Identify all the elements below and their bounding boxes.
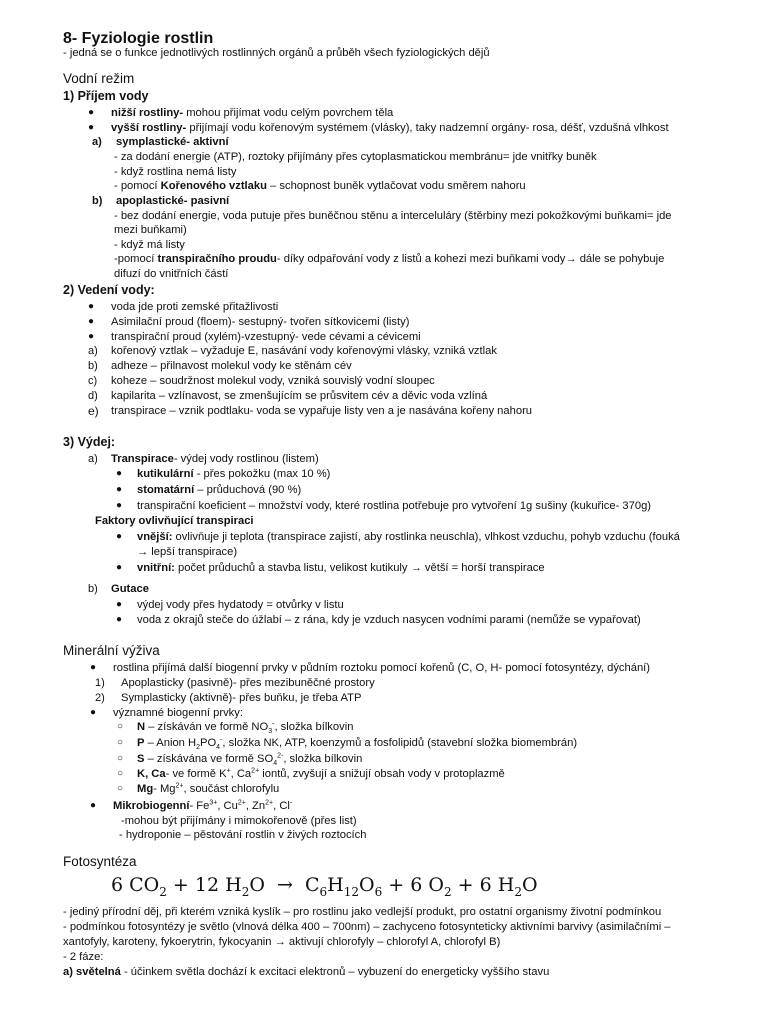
arrow-right-icon: →	[137, 546, 149, 558]
list-marker: a)	[88, 345, 98, 357]
list-item: významné biogenní prvky:	[113, 707, 243, 719]
list-item: Asimilační proud (floem)- sestupný- tvořen sítkovicemi (listy)	[111, 316, 410, 328]
text-line: -mohou být přijímány i mimokořenově (přes list)	[121, 815, 357, 827]
section-heading-mineralni-vyziva: Minerální výživa	[63, 643, 160, 658]
list-marker: b)	[92, 195, 103, 207]
text-line: - za dodání energie (ATP), roztoky přijímány přes cytoplasmatickou membránu= jde vnitřky buněk	[114, 151, 597, 163]
bullet-icon: ●	[88, 316, 95, 327]
bullet-icon: ●	[116, 468, 123, 479]
list-item: výdej vody přes hydatody = otvůrky v listu	[137, 599, 344, 611]
bullet-icon: ●	[116, 484, 123, 495]
list-item: transpirační proud (xylém)-vzestupný- vede cévami a cévicemi	[111, 331, 421, 343]
list-item: Mg- $Mg^{2+}$, součást chlorofylu	[137, 782, 280, 795]
bullet-icon: ●	[90, 707, 97, 718]
list-item: koheze – soudržnost molekul vody, vzniká souvislý vodní sloupec	[111, 375, 435, 387]
arrow-right-icon: →	[410, 562, 422, 574]
list-item: voda jde proti zemské přitažlivosti	[111, 301, 279, 313]
section-heading-fotosynteza: Fotosyntéza	[63, 854, 137, 869]
bullet-icon: ●	[116, 599, 123, 610]
text-line: mezi buňkami)	[114, 224, 187, 236]
bullet-icon: ●	[116, 531, 123, 542]
list-item: Mikrobiogenní- $Fe^{3+}$, $Cu^{2+}$, $Zn^{2+}$, Cl-	[113, 799, 293, 812]
circle-bullet-icon: ○	[117, 737, 124, 748]
circle-bullet-icon: ○	[117, 768, 124, 779]
list-marker: b)	[88, 583, 98, 595]
text-line: - pomocí Kořenového vztlaku – schopnost buněk vytlačovat vodu směrem nahoru	[114, 180, 526, 192]
list-marker: e)	[88, 404, 99, 418]
list-item: N – získáván ve formě $NO_3^-$, složka bílkovin	[137, 720, 354, 736]
page-title: 8- Fyziologie rostlin	[63, 30, 214, 47]
text-line: xantofyly, karoteny, fykoerytrin, fykocyanin → aktivují chlorofyly – chlorofyl A, chlorofyl B)	[63, 936, 501, 948]
list-item: kutikulární - přes pokožku (max 10 %)	[137, 468, 331, 480]
subsection-label-faktory: Faktory ovlivňující transpiraci	[95, 515, 254, 527]
bullet-icon: ●	[116, 614, 123, 625]
list-item: Transpirace- výdej vody rostlinou (listem)	[111, 453, 319, 465]
list-marker: 1)	[95, 677, 105, 689]
bullet-icon: ●	[90, 800, 97, 811]
list-item: kapilarita – vzlínavost, se zmenšujícím se průsvitem cév a děvic voda vzlíná	[111, 390, 488, 402]
list-item: vyšší rostliny- přijímají vodu kořenovým systémem (vlásky), taky nadzemní orgány- rosa, déšť, vzdušná vlhkost	[111, 122, 669, 134]
photosynthesis-equation: 6 $CO_2 + 12$ $H_2O \to C_6H_{12}O_6 + 6$ $O_2 + 6$ $H_2O$	[111, 874, 538, 899]
list-item: Apoplasticky (pasivně)- přes mezibuněčné prostory	[121, 677, 375, 689]
section-heading-vodni-rezim: Vodní režim	[63, 71, 135, 86]
list-item: P – Anion $H_2PO_4^-$, složka NK, ATP, koenzymů a fosfolipidů (stavební složka biomembrán)	[137, 736, 578, 752]
intro-text: - jedná se o funkce jednotlivých rostlinných orgánů a průběh všech fyziologických dějů	[63, 47, 490, 59]
subsection-label-gutace: Gutace	[111, 583, 149, 595]
circle-bullet-icon: ○	[117, 783, 124, 794]
text-line: difuzí do vnitřních částí	[114, 268, 229, 280]
circle-bullet-icon: ○	[117, 721, 124, 732]
text-line: - 2 fáze:	[63, 951, 104, 963]
bullet-icon: ●	[116, 500, 123, 511]
text-line: - podmínkou fotosyntézy je světlo (vlnová délka 400 – 700nm) – zachyceno fotosynteticky aktivními barvivy (asimilačními –	[63, 921, 671, 933]
list-item: voda z okrajů steče do úžlabí – z rána, kdy je vzduch nasycen vodními parami (nemůže se vypařovat)	[137, 614, 641, 626]
text-line: - hydroponie – pěstování rostlin v živých roztocích	[119, 829, 367, 841]
arrow-right-icon: →	[274, 936, 286, 948]
text-line: -pomocí transpiračního proudu- díky odpařování vody z listů a kohezi mezi buňkami vody→ dále se pohybuje	[114, 253, 665, 265]
subsection-label-apoplasticke: apoplastické- pasivní	[116, 195, 230, 207]
bullet-icon: ●	[88, 122, 95, 133]
bullet-icon: ●	[88, 301, 95, 312]
list-item: adheze – přilnavost molekul vody ke stěnám cév	[111, 360, 352, 372]
bullet-icon: ●	[116, 562, 123, 573]
text-line: → lepší transpirace)	[137, 546, 238, 558]
bullet-icon: ●	[88, 107, 95, 118]
arrow-right-icon: →	[565, 253, 577, 265]
list-item: transpirace – vznik podtlaku- voda se vypařuje listy ven a je nasávána kořeny nahoru	[111, 405, 533, 417]
subheading-prijem-vody: 1) Příjem vody	[63, 89, 149, 103]
list-marker: d)	[88, 390, 98, 402]
list-marker: b)	[88, 360, 98, 372]
circle-bullet-icon: ○	[117, 753, 124, 764]
list-item: rostlina přijímá další biogenní prvky v půdním roztoku pomocí kořenů (C, O, H- pomocí fotosyntézy, dýchání)	[113, 662, 651, 674]
list-item: K, Ca- ve formě K+, $Ca^{2+}$ iontů, zvyšují a snižují obsah vody v protoplazmě	[137, 767, 505, 780]
list-marker: a)	[92, 136, 102, 148]
subheading-vedeni-vody: 2) Vedení vody:	[63, 283, 155, 297]
bullet-icon: ●	[90, 662, 97, 673]
text-line: a) světelná - účinkem světla dochází k excitaci elektronů – vybuzení do energeticky vyššího stavu	[63, 966, 550, 978]
list-marker: a)	[88, 453, 98, 465]
text-line: - když rostlina nemá listy	[114, 166, 237, 178]
list-item: stomatární – průduchová (90 %)	[137, 484, 302, 496]
bullet-icon: ●	[88, 331, 95, 342]
list-item: vnější: ovlivňuje ji teplota (transpirace zajistí, aby rostlinka neuschla), vlhkost vzduchu, pohyb vzduchu (fouká	[137, 531, 680, 543]
list-item: vnitřní: počet průduchů a stavba listu, velikost kutikuly → větší = horší transpirace	[137, 562, 545, 574]
text-line: - když má listy	[114, 239, 185, 251]
subsection-label-symplasticke: symplastické- aktivní	[116, 136, 229, 148]
list-marker: 2)	[95, 692, 105, 704]
list-item: S – získávána ve formě $SO_4^{2-}$, složka bílkovin	[137, 752, 363, 768]
list-item: kořenový vztlak – vyžaduje E, nasávání vody kořenovými vlásky, vzniká vztlak	[111, 345, 497, 357]
list-marker: c)	[88, 375, 98, 387]
list-item: transpirační koeficient – množství vody, které rostlina potřebuje pro vytvoření 1g sušiny (kukuřice- 370g)	[137, 500, 652, 512]
subheading-vydej: 3) Výdej:	[63, 435, 116, 449]
list-item: nižší rostliny- mohou přijímat vodu celým povrchem těla	[111, 107, 394, 119]
text-line: - bez dodání energie, voda putuje přes buněčnou stěnu a interceluláry (štěrbiny mezi pokožkovými buňkami= jde	[114, 210, 672, 222]
list-item: Symplasticky (aktivně)- přes buňku, je třeba ATP	[121, 692, 362, 704]
text-line: - jediný přírodní děj, při kterém vzniká kyslík – pro rostlinu jako vedlejší produkt, pro ostatní organismy životní podmínkou	[63, 906, 662, 918]
